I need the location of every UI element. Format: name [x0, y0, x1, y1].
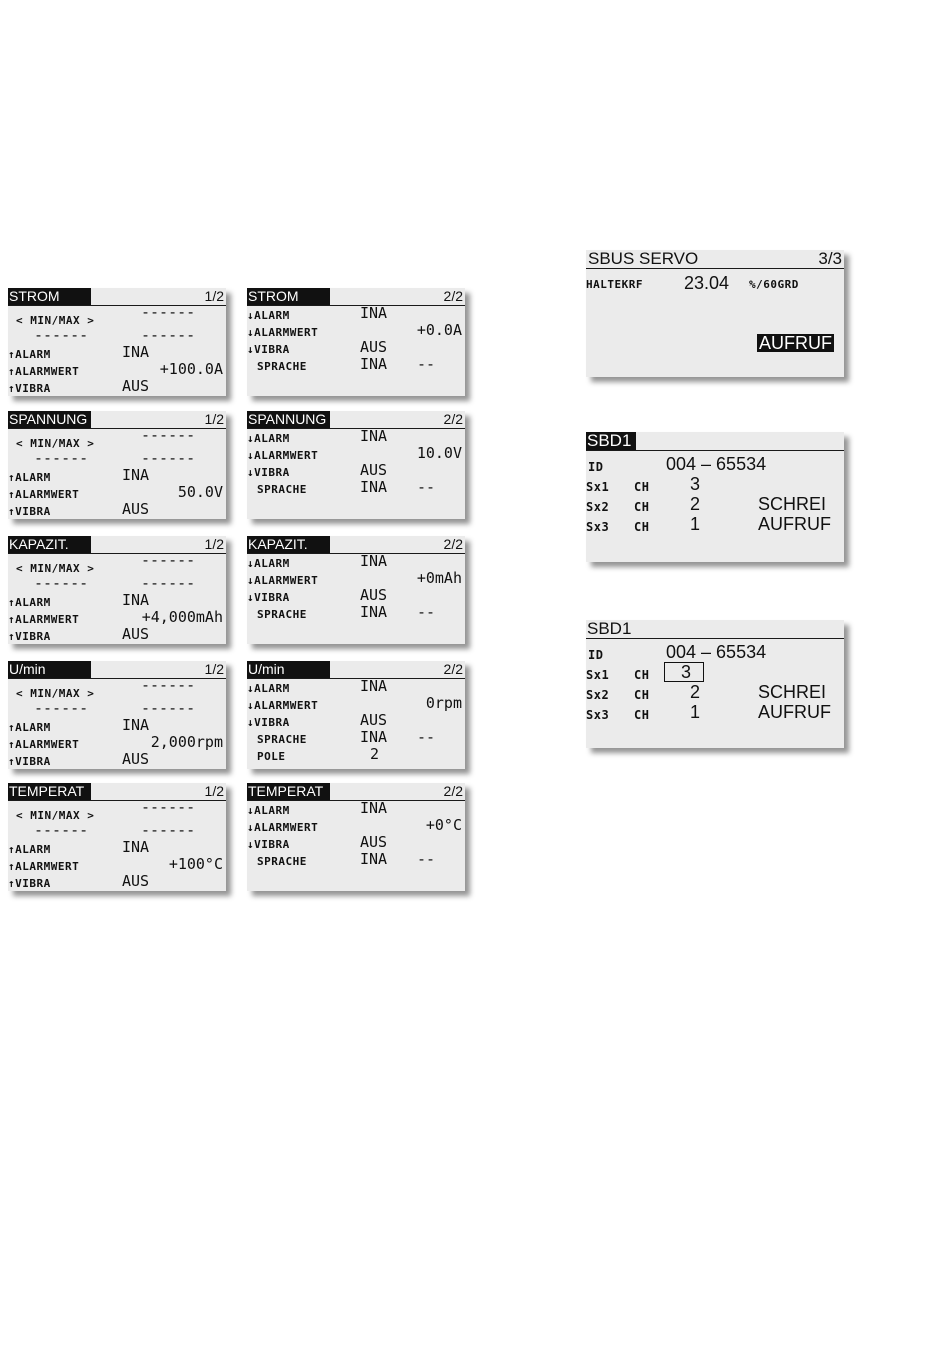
- schrei-button[interactable]: SCHREI: [758, 494, 827, 514]
- slot-label: Sx1: [586, 668, 610, 682]
- sprache-label: SPRACHE: [257, 855, 307, 868]
- sprache-value[interactable]: INA: [360, 728, 388, 746]
- kapazit-screen-1: [8, 536, 226, 644]
- alarm-label: ↑ALARM: [8, 596, 51, 609]
- alarmwert-label: ↓ALARMWERT: [247, 699, 319, 712]
- sbus-servo-screen: [586, 250, 844, 377]
- vibra-label: ↑VIBRA: [8, 505, 51, 518]
- vibra-value[interactable]: AUS: [122, 872, 150, 890]
- page-indicator: 1/2: [204, 288, 224, 304]
- alarm-label: ↑ALARM: [8, 471, 51, 484]
- alarm-value[interactable]: INA: [360, 677, 388, 695]
- spannung-screen-1: [8, 411, 226, 519]
- vibra-label: ↑VIBRA: [8, 382, 51, 395]
- alarmwert-label: ↑ALARMWERT: [8, 738, 80, 751]
- sbd1-screen-2: [586, 620, 844, 748]
- vibra-label: ↓VIBRA: [247, 466, 290, 479]
- vibra-label: ↓VIBRA: [247, 838, 290, 851]
- pole-label: POLE: [257, 750, 286, 763]
- ch-label: CH: [634, 708, 650, 722]
- minmax-label: < MIN/MAX >: [16, 562, 95, 575]
- alarm-value[interactable]: INA: [122, 591, 150, 609]
- ch-label: CH: [634, 688, 650, 702]
- ch-value[interactable]: 3: [690, 474, 701, 494]
- minmax-label: < MIN/MAX >: [16, 437, 95, 450]
- sprache-value[interactable]: INA: [360, 850, 388, 868]
- page-indicator: 1/2: [204, 411, 224, 427]
- page-indicator: 2/2: [443, 288, 463, 304]
- slot-label: Sx2: [586, 688, 610, 702]
- title-bar: [247, 288, 465, 306]
- sprache-label: SPRACHE: [257, 483, 307, 496]
- spannung-screen-2: [247, 411, 465, 519]
- ch-value[interactable]: 2: [690, 494, 701, 514]
- title-bar: [586, 620, 844, 639]
- sprache-extra: --: [417, 850, 436, 868]
- kapazit-screen-2: [247, 536, 465, 644]
- screen-title: SPANNUNG: [8, 411, 91, 428]
- max-value-2: ------: [141, 449, 196, 467]
- alarmwert-label: ↑ALARMWERT: [8, 860, 80, 873]
- vibra-value[interactable]: AUS: [360, 338, 388, 356]
- vibra-value[interactable]: AUS: [122, 750, 150, 768]
- sprache-label: SPRACHE: [257, 608, 307, 621]
- max-value-2: ------: [141, 699, 196, 717]
- ch-value[interactable]: 1: [690, 514, 701, 534]
- screen-title: U/min: [8, 661, 91, 678]
- temperat-screen-2: [247, 783, 465, 891]
- ch-label: CH: [634, 668, 650, 682]
- alarm-label: ↓ALARM: [247, 432, 290, 445]
- sprache-value[interactable]: INA: [360, 478, 388, 496]
- title-bar: [586, 432, 844, 451]
- vibra-label: ↓VIBRA: [247, 343, 290, 356]
- page-indicator: 2/2: [443, 783, 463, 799]
- vibra-value[interactable]: AUS: [360, 833, 388, 851]
- screen-title: STROM: [8, 288, 91, 305]
- max-value: ------: [141, 551, 196, 569]
- screen-title: KAPAZIT.: [247, 536, 330, 553]
- page-indicator: 2/2: [443, 661, 463, 677]
- alarmwert-label: ↓ALARMWERT: [247, 821, 319, 834]
- alarmwert-label: ↓ALARMWERT: [247, 574, 319, 587]
- alarm-label: ↓ALARM: [247, 804, 290, 817]
- minmax-label: < MIN/MAX >: [16, 809, 95, 822]
- screen-title: SBD1: [586, 432, 636, 450]
- max-value: ------: [141, 798, 196, 816]
- min-value: ------: [34, 449, 89, 467]
- max-value: ------: [141, 426, 196, 444]
- minmax-label: < MIN/MAX >: [16, 687, 95, 700]
- minmax-label: < MIN/MAX >: [16, 314, 95, 327]
- schrei-button[interactable]: SCHREI: [758, 682, 827, 702]
- umin-screen-2: [247, 661, 465, 769]
- min-value: ------: [34, 326, 89, 344]
- ch-label: CH: [634, 480, 650, 494]
- title-bar: [247, 411, 465, 429]
- aufruf-button[interactable]: AUFRUF: [758, 702, 831, 722]
- strom-screen-2: [247, 288, 465, 396]
- alarm-label: ↑ALARM: [8, 843, 51, 856]
- alarmwert-value[interactable]: +100°C: [168, 855, 223, 873]
- min-value: ------: [34, 574, 89, 592]
- alarm-value[interactable]: INA: [360, 427, 388, 445]
- min-value: ------: [34, 699, 89, 717]
- max-value: ------: [141, 676, 196, 694]
- alarm-value[interactable]: INA: [360, 304, 388, 322]
- temperat-screen-1: [8, 783, 226, 891]
- screen-title: SBD1: [587, 619, 632, 638]
- page-indicator: 2/2: [443, 536, 463, 552]
- id-label: ID: [588, 648, 604, 662]
- alarm-label: ↑ALARM: [8, 721, 51, 734]
- vibra-label: ↑VIBRA: [8, 877, 51, 890]
- screen-title: STROM: [247, 288, 330, 305]
- alarmwert-label: ↑ALARMWERT: [8, 365, 80, 378]
- sprache-label: SPRACHE: [257, 360, 307, 373]
- ch-value[interactable]: 1: [690, 702, 701, 722]
- alarmwert-value[interactable]: +0.0A: [416, 321, 462, 339]
- ch-value-selected[interactable]: 3: [664, 662, 704, 682]
- screen-title: SBUS SERVO: [588, 249, 699, 268]
- ch-label: CH: [634, 520, 650, 534]
- id-value: 004 – 65534: [666, 642, 767, 662]
- sprache-value[interactable]: INA: [360, 355, 388, 373]
- page-indicator: 1/2: [204, 661, 224, 677]
- alarm-label: ↓ALARM: [247, 682, 290, 695]
- page-indicator: 2/2: [443, 411, 463, 427]
- id-value: 004 – 65534: [666, 454, 767, 474]
- sbd1-screen-1: [586, 432, 844, 562]
- alarmwert-value[interactable]: +0mAh: [416, 569, 462, 587]
- alarmwert-value[interactable]: 50.0V: [177, 483, 223, 501]
- alarmwert-label: ↓ALARMWERT: [247, 326, 319, 339]
- sprache-extra: --: [417, 603, 436, 621]
- title-bar: [247, 661, 465, 679]
- strom-screen-1: [8, 288, 226, 396]
- haltekraft-label: HALTEKRF: [586, 278, 643, 291]
- max-value-2: ------: [141, 326, 196, 344]
- alarmwert-label: ↑ALARMWERT: [8, 488, 80, 501]
- alarmwert-value[interactable]: 2,000rpm: [150, 733, 223, 751]
- alarm-value[interactable]: INA: [122, 838, 150, 856]
- alarm-label: ↓ALARM: [247, 309, 290, 322]
- alarmwert-value[interactable]: +100.0A: [159, 360, 223, 378]
- alarmwert-value[interactable]: 10.0V: [416, 444, 462, 462]
- slot-label: Sx1: [586, 480, 610, 494]
- alarm-label: ↑ALARM: [8, 348, 51, 361]
- vibra-label: ↓VIBRA: [247, 591, 290, 604]
- aufruf-button[interactable]: AUFRUF: [759, 333, 832, 353]
- alarm-value[interactable]: INA: [122, 466, 150, 484]
- title-bar: [247, 783, 465, 801]
- vibra-value[interactable]: AUS: [360, 461, 388, 479]
- title-bar: [247, 536, 465, 554]
- haltekraft-value[interactable]: 23.04: [684, 273, 730, 293]
- id-label: ID: [588, 460, 604, 474]
- vibra-value[interactable]: AUS: [360, 586, 388, 604]
- screen-title: TEMPERAT: [247, 783, 330, 800]
- ch-label: CH: [634, 500, 650, 514]
- sprache-extra: --: [417, 478, 436, 496]
- page-indicator: 1/2: [204, 536, 224, 552]
- pole-value[interactable]: 2: [370, 745, 380, 763]
- vibra-value[interactable]: AUS: [360, 711, 388, 729]
- screen-title: KAPAZIT.: [8, 536, 91, 553]
- slot-label: Sx3: [586, 520, 610, 534]
- vibra-value[interactable]: AUS: [122, 377, 150, 395]
- vibra-value[interactable]: AUS: [122, 625, 150, 643]
- ch-value[interactable]: 2: [690, 682, 701, 702]
- sprache-extra: --: [417, 355, 436, 373]
- alarmwert-label: ↓ALARMWERT: [247, 449, 319, 462]
- aufruf-button[interactable]: AUFRUF: [758, 514, 831, 534]
- alarm-value[interactable]: INA: [122, 716, 150, 734]
- umin-screen-1: [8, 661, 226, 769]
- alarm-value[interactable]: INA: [360, 552, 388, 570]
- alarm-label: ↓ALARM: [247, 557, 290, 570]
- slot-label: Sx2: [586, 500, 610, 514]
- sprache-extra: --: [417, 728, 436, 746]
- haltekraft-unit: %/60GRD: [749, 278, 799, 291]
- page-indicator: 1/2: [204, 783, 224, 799]
- page-indicator: 3/3: [818, 249, 842, 268]
- slot-label: Sx3: [586, 708, 610, 722]
- alarm-value[interactable]: INA: [360, 799, 388, 817]
- max-value-2: ------: [141, 821, 196, 839]
- max-value: ------: [141, 303, 196, 321]
- sprache-value[interactable]: INA: [360, 603, 388, 621]
- alarmwert-value[interactable]: 0rpm: [425, 694, 462, 712]
- vibra-label: ↑VIBRA: [8, 755, 51, 768]
- title-bar: [586, 250, 844, 269]
- screen-title: TEMPERAT: [8, 783, 91, 800]
- screen-title: U/min: [247, 661, 330, 678]
- alarmwert-value[interactable]: +4,000mAh: [141, 608, 223, 626]
- vibra-value[interactable]: AUS: [122, 500, 150, 518]
- screen-title: SPANNUNG: [247, 411, 330, 428]
- alarmwert-label: ↑ALARMWERT: [8, 613, 80, 626]
- vibra-label: ↑VIBRA: [8, 630, 51, 643]
- alarm-value[interactable]: INA: [122, 343, 150, 361]
- alarmwert-value[interactable]: +0°C: [425, 816, 462, 834]
- vibra-label: ↓VIBRA: [247, 716, 290, 729]
- max-value-2: ------: [141, 574, 196, 592]
- sprache-label: SPRACHE: [257, 733, 307, 746]
- min-value: ------: [34, 821, 89, 839]
